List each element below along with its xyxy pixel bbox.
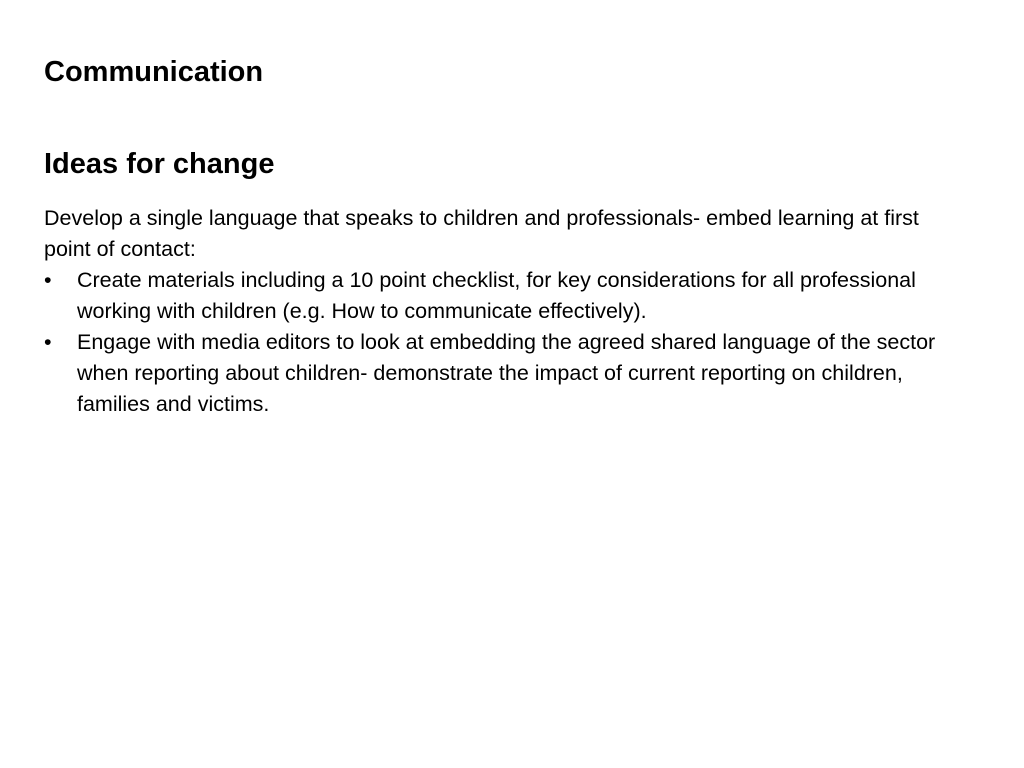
slide-body [44,203,964,420]
slide-subtitle: Ideas for change [44,148,275,180]
bullet-text: Engage with media editors to look at embedding the agreed shared language of the sector when reporting about children- demonstrate the impact of current reporting on children, families and victims. [77,330,936,416]
bullet-icon: • [44,330,52,354]
bullet-list [44,265,964,420]
bullet-item [44,265,964,327]
intro-paragraph: Develop a single language that speaks to children and professionals- embed learning at first point of contact: [44,206,919,261]
slide-title: Communication [44,56,264,88]
bullet-icon: • [44,268,52,292]
bullet-item [44,327,964,420]
bullet-text: Create materials including a 10 point checklist, for key considerations for all professional working with children (e.g. How to communicate effectively). [77,268,916,323]
